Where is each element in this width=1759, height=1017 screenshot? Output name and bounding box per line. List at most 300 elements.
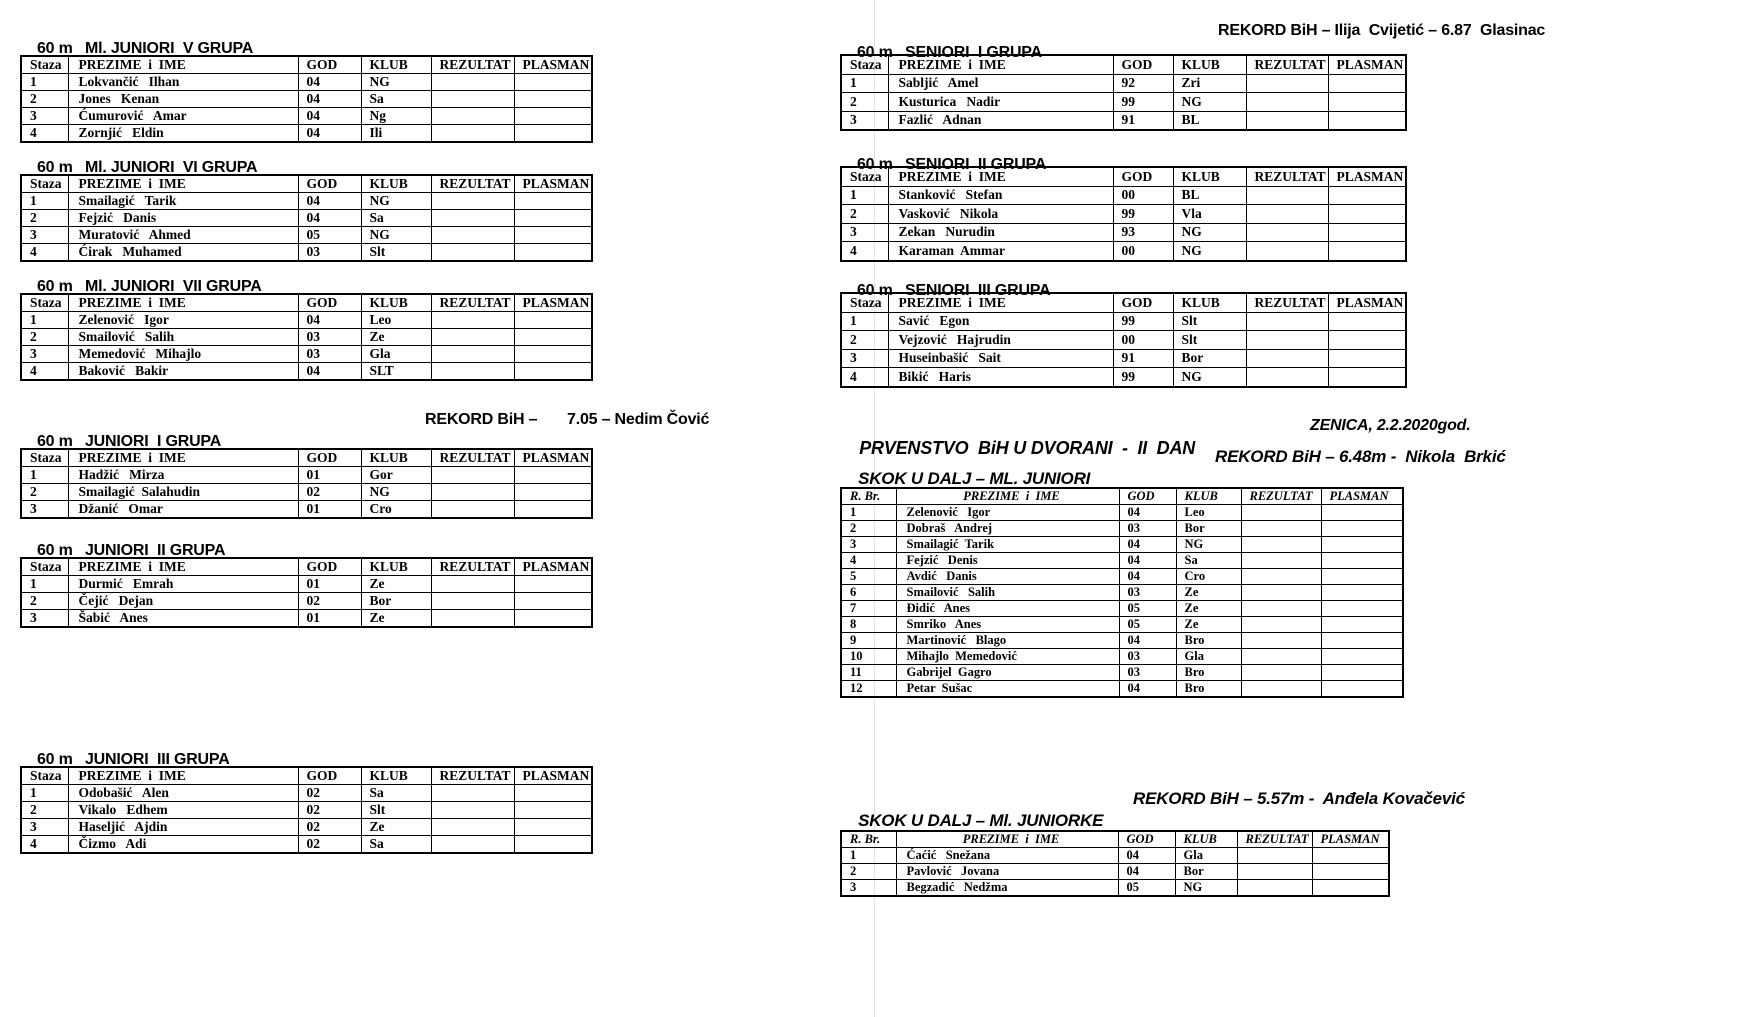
cell: 1 [21, 785, 68, 802]
cell: Smailović Salih [68, 329, 298, 346]
cell: Pavlović Jovana [896, 864, 1118, 880]
cell: 04 [298, 312, 361, 329]
cell: Begzadić Nedžma [896, 880, 1118, 897]
column-header: KLUB [361, 558, 431, 576]
cell: 01 [298, 501, 361, 519]
cell [1328, 93, 1406, 112]
record-text: REKORD BiH – 7.05 – Nedim Čović [425, 411, 710, 428]
cell [1237, 880, 1312, 897]
cell: Bor [1173, 349, 1246, 368]
column-header: Staza [21, 767, 68, 785]
cell: 01 [298, 610, 361, 628]
cell: 2 [21, 593, 68, 610]
cell: 1 [841, 312, 888, 331]
cell [514, 484, 592, 501]
table-row [21, 363, 592, 381]
cell: 05 [1119, 617, 1176, 633]
cell: 04 [298, 193, 361, 210]
start-list-table [840, 166, 1740, 262]
column-header: REZULTAT [1246, 167, 1328, 186]
start-list-table [20, 448, 760, 519]
section-60m-ml-juniori-vii-grupa [20, 254, 760, 381]
column-header: PREZIME i IME [68, 175, 298, 193]
cell: Ze [361, 610, 431, 628]
column-header: PLASMAN [514, 294, 592, 312]
column-header: PLASMAN [1328, 167, 1406, 186]
cell: Leo [361, 312, 431, 329]
column-header: GOD [298, 767, 361, 785]
cell: Gabrijel Gagro [896, 665, 1119, 681]
cell: Karaman Ammar [888, 242, 1113, 261]
cell [1237, 864, 1312, 880]
cell: Slt [361, 244, 431, 262]
cell: Ze [361, 819, 431, 836]
table [20, 766, 593, 854]
cell: Bor [361, 593, 431, 610]
cell: 1 [21, 74, 68, 91]
event-distance: 60 m [36, 159, 73, 176]
cell: BL [1173, 186, 1246, 205]
cell: NG [1176, 537, 1241, 553]
cell [1246, 111, 1328, 130]
column-header: GOD [298, 294, 361, 312]
table-row [21, 312, 592, 329]
cell: 1 [21, 312, 68, 329]
cell: Čejić Dejan [68, 593, 298, 610]
cell: 2 [841, 521, 896, 537]
event-distance: 60 m [36, 433, 73, 450]
table-row [21, 74, 592, 91]
column-header: Staza [841, 293, 888, 312]
cell: 2 [21, 329, 68, 346]
cell [1321, 505, 1403, 521]
cell [1241, 617, 1321, 633]
table-row [21, 610, 592, 628]
cell: 93 [1113, 223, 1173, 242]
cell: Sabljić Amel [888, 74, 1113, 93]
group-title: JUNIORI I GRUPA [84, 433, 222, 450]
cell: Sa [361, 210, 431, 227]
cell: NG [1175, 880, 1237, 897]
cell: 1 [21, 576, 68, 593]
cell [1246, 93, 1328, 112]
cell: 03 [298, 329, 361, 346]
cell [431, 210, 514, 227]
start-list-table [20, 174, 760, 262]
cell: 99 [1113, 368, 1173, 387]
cell: Cro [1176, 569, 1241, 585]
column-header: PLASMAN [514, 56, 592, 74]
cell [514, 91, 592, 108]
cell [1328, 186, 1406, 205]
table-row [21, 329, 592, 346]
event-distance: 60 m [36, 751, 73, 768]
table-row [21, 346, 592, 363]
cell: 2 [841, 331, 888, 350]
cell [431, 593, 514, 610]
event-distance: 60 m [36, 278, 73, 295]
cell: Zelenović Igor [896, 505, 1119, 521]
cell: Vejzović Hajrudin [888, 331, 1113, 350]
table-row [841, 505, 1403, 521]
table-row [841, 569, 1403, 585]
cell: 02 [298, 484, 361, 501]
cell: NG [1173, 242, 1246, 261]
cell: Ćumurović Amar [68, 108, 298, 125]
cell: Čizmo Adi [68, 836, 298, 854]
cell [431, 819, 514, 836]
cell [431, 193, 514, 210]
cell: Zornjić Eldin [68, 125, 298, 143]
column-header: KLUB [1175, 831, 1237, 848]
column-header: REZULTAT [1237, 831, 1312, 848]
cell: 04 [298, 210, 361, 227]
column-header: REZULTAT [431, 558, 514, 576]
table-row [841, 681, 1403, 698]
start-list-table [840, 830, 1390, 897]
record-text: REKORD BiH – Ilija Cvijetić – 6.87 Glasinac [1218, 22, 1546, 39]
cell [514, 501, 592, 519]
table-row [841, 537, 1403, 553]
cell: NG [361, 193, 431, 210]
cell: 03 [1119, 521, 1176, 537]
cell: Leo [1176, 505, 1241, 521]
cell: 03 [298, 244, 361, 262]
location-date: ZENICA, 2.2.2020god. [1310, 417, 1471, 434]
cell: 99 [1113, 205, 1173, 224]
cell: Smailagić Salahudin [68, 484, 298, 501]
section-60m-seniori-iii-grupa [840, 258, 1740, 388]
cell: 3 [21, 227, 68, 244]
table-row [841, 665, 1403, 681]
cell [514, 802, 592, 819]
table [20, 557, 593, 628]
cell: 3 [841, 880, 896, 897]
cell [1312, 864, 1389, 880]
cell: Džanić Omar [68, 501, 298, 519]
table-row [841, 633, 1403, 649]
column-header: REZULTAT [431, 56, 514, 74]
column-header: PLASMAN [1312, 831, 1389, 848]
column-header: PLASMAN [514, 767, 592, 785]
header-row [841, 488, 1403, 505]
cell: 3 [21, 819, 68, 836]
cell: Petar Sušac [896, 681, 1119, 698]
cell: 2 [21, 91, 68, 108]
event-title-line [840, 446, 1740, 488]
cell: 2 [841, 93, 888, 112]
cell: 03 [298, 346, 361, 363]
cell [431, 484, 514, 501]
cell [1246, 331, 1328, 350]
group-title: SENIORI III GRUPA [904, 282, 1051, 299]
cell: 91 [1113, 349, 1173, 368]
group-title: JUNIORI III GRUPA [84, 751, 230, 768]
cell [1328, 111, 1406, 130]
table [20, 293, 593, 381]
cell [1246, 223, 1328, 242]
cell: Ng [361, 108, 431, 125]
column-header: PREZIME i IME [68, 767, 298, 785]
cell: Smailović Salih [896, 585, 1119, 601]
cell: NG [1173, 223, 1246, 242]
column-header: PREZIME i IME [888, 55, 1113, 74]
cell [1321, 617, 1403, 633]
cell [431, 329, 514, 346]
column-header: Staza [21, 449, 68, 467]
cell: Bro [1176, 633, 1241, 649]
championship-title: PRVENSTVO BiH U DVORANI - II DAN [859, 438, 1196, 458]
cell [514, 329, 592, 346]
column-header: REZULTAT [431, 294, 514, 312]
section-60m-juniori-i-grupa [20, 409, 760, 519]
cell: Ze [1176, 601, 1241, 617]
long-jump-juniorke-header [840, 788, 1740, 830]
column-header: REZULTAT [1241, 488, 1321, 505]
cell [1246, 368, 1328, 387]
cell [431, 576, 514, 593]
cell [431, 363, 514, 381]
table-row [841, 649, 1403, 665]
cell [1321, 665, 1403, 681]
cell: 05 [1118, 880, 1175, 897]
column-header: PREZIME i IME [68, 558, 298, 576]
start-list-table [20, 55, 760, 143]
column-header: R. Br. [841, 488, 896, 505]
cell [1246, 186, 1328, 205]
cell: 04 [298, 74, 361, 91]
table-row [841, 585, 1403, 601]
cell [1241, 649, 1321, 665]
cell [431, 501, 514, 519]
cell [1241, 521, 1321, 537]
record-text: REKORD BiH – 6.48m - Nikola Brkić [1215, 447, 1506, 466]
cell: Gla [361, 346, 431, 363]
cell [1328, 331, 1406, 350]
cell [514, 193, 592, 210]
cell: Ze [1176, 617, 1241, 633]
cell: 04 [1119, 553, 1176, 569]
section-title [20, 16, 760, 57]
section-title [840, 20, 1740, 61]
cell: 5 [841, 569, 896, 585]
cell [1321, 585, 1403, 601]
table-row [841, 553, 1403, 569]
table [840, 166, 1407, 262]
cell: 1 [841, 74, 888, 93]
table-row [21, 802, 592, 819]
table [840, 292, 1407, 388]
cell: Bro [1176, 681, 1241, 698]
cell [1241, 505, 1321, 521]
cell: 04 [298, 108, 361, 125]
column-header: Staza [21, 294, 68, 312]
cell: Ze [1176, 585, 1241, 601]
cell: Sa [361, 836, 431, 854]
cell: Zri [1173, 74, 1246, 93]
cell: 4 [841, 553, 896, 569]
cell [431, 227, 514, 244]
cell [1241, 553, 1321, 569]
cell [1241, 681, 1321, 698]
section-title [20, 518, 760, 559]
event-title: SKOK U DALJ – Ml. JUNIORKE [858, 811, 1104, 830]
cell: Ćirak Muhamed [68, 244, 298, 262]
cell [514, 108, 592, 125]
column-header: PLASMAN [1328, 55, 1406, 74]
column-header: PREZIME i IME [68, 449, 298, 467]
table-row [21, 501, 592, 519]
cell [1241, 585, 1321, 601]
table-row [841, 205, 1406, 224]
column-header: KLUB [361, 175, 431, 193]
cell: Savić Egon [888, 312, 1113, 331]
cell [514, 576, 592, 593]
cell [1328, 74, 1406, 93]
cell [1328, 223, 1406, 242]
cell: 04 [1119, 633, 1176, 649]
cell [1321, 633, 1403, 649]
table-row [841, 186, 1406, 205]
cell: 3 [21, 501, 68, 519]
cell [1321, 521, 1403, 537]
column-header: REZULTAT [1246, 55, 1328, 74]
column-header: REZULTAT [431, 767, 514, 785]
cell: 1 [21, 193, 68, 210]
table-row [21, 467, 592, 484]
cell [1312, 848, 1389, 864]
cell: 99 [1113, 93, 1173, 112]
section-title [20, 409, 760, 450]
section-title [20, 254, 760, 295]
column-header: REZULTAT [431, 175, 514, 193]
column-header: PREZIME i IME [68, 294, 298, 312]
section-60m-juniori-iii-grupa [20, 727, 760, 854]
cell: Šabić Anes [68, 610, 298, 628]
column-header: GOD [1113, 55, 1173, 74]
cell: 3 [21, 108, 68, 125]
group-title: JUNIORI II GRUPA [84, 542, 226, 559]
cell: Muratović Ahmed [68, 227, 298, 244]
cell: Ze [361, 576, 431, 593]
cell [514, 610, 592, 628]
start-list-table [20, 557, 760, 628]
event-distance: 60 m [856, 282, 893, 299]
table-row [841, 74, 1406, 93]
section-60m-juniori-ii-grupa [20, 518, 760, 628]
long-jump-juniors-table-block [840, 487, 1404, 698]
table-row [841, 312, 1406, 331]
cell: 04 [298, 91, 361, 108]
table-row [21, 785, 592, 802]
cell: 3 [841, 349, 888, 368]
cell: 00 [1113, 186, 1173, 205]
cell [1241, 601, 1321, 617]
cell [1321, 649, 1403, 665]
cell [1328, 312, 1406, 331]
cell [514, 227, 592, 244]
cell: Smailagić Tarik [68, 193, 298, 210]
group-title: SENIORI II GRUPA [904, 156, 1047, 173]
cell: Slt [1173, 331, 1246, 350]
cell [431, 610, 514, 628]
cell [1241, 633, 1321, 649]
cell [514, 363, 592, 381]
table-row [841, 111, 1406, 130]
cell: Dobraš Andrej [896, 521, 1119, 537]
cell: Baković Bakir [68, 363, 298, 381]
column-header: KLUB [361, 294, 431, 312]
cell: 4 [21, 244, 68, 262]
column-header: PLASMAN [514, 558, 592, 576]
cell: Haseljić Ajdin [68, 819, 298, 836]
column-header: REZULTAT [1246, 293, 1328, 312]
cell [514, 819, 592, 836]
cell: 2 [21, 802, 68, 819]
cell: 04 [1118, 848, 1175, 864]
cell [1312, 880, 1389, 897]
cell: 02 [298, 785, 361, 802]
cell [431, 836, 514, 854]
section-60m-ml-juniori-vi-grupa [20, 135, 760, 262]
table-row [841, 864, 1389, 880]
group-title: Ml. JUNIORI V GRUPA [84, 40, 254, 57]
cell [1241, 537, 1321, 553]
table-row [841, 93, 1406, 112]
column-header: PREZIME i IME [888, 167, 1113, 186]
column-header: KLUB [1176, 488, 1241, 505]
cell [431, 467, 514, 484]
cell: Smriko Anes [896, 617, 1119, 633]
table-row [841, 223, 1406, 242]
cell: Zekan Nurudin [888, 223, 1113, 242]
table-row [841, 601, 1403, 617]
table [20, 448, 593, 519]
cell: Kusturica Nadir [888, 93, 1113, 112]
group-title: SENIORI I GRUPA [904, 44, 1042, 61]
column-header: Staza [21, 56, 68, 74]
cell: 1 [841, 505, 896, 521]
start-list-table [20, 766, 760, 854]
cell [431, 785, 514, 802]
cell: Durmić Emrah [68, 576, 298, 593]
cell: Martinović Blago [896, 633, 1119, 649]
cell [1328, 368, 1406, 387]
cell: 04 [298, 363, 361, 381]
cell [1328, 349, 1406, 368]
cell: 04 [1119, 569, 1176, 585]
cell: 1 [841, 848, 896, 864]
cell: 04 [1118, 864, 1175, 880]
cell: 2 [841, 205, 888, 224]
table-row [841, 880, 1389, 897]
cell [431, 346, 514, 363]
record-text: REKORD BiH – 5.57m - Anđela Kovačević [1133, 789, 1465, 808]
table-row [841, 349, 1406, 368]
cell [431, 91, 514, 108]
cell [514, 74, 592, 91]
cell: 02 [298, 593, 361, 610]
cell [1237, 848, 1312, 864]
cell: 03 [1119, 585, 1176, 601]
cell: Gla [1176, 649, 1241, 665]
cell [1246, 312, 1328, 331]
column-header: Staza [841, 55, 888, 74]
cell: 04 [1119, 681, 1176, 698]
column-header: REZULTAT [431, 449, 514, 467]
cell: Bikić Haris [888, 368, 1113, 387]
column-header: GOD [298, 56, 361, 74]
